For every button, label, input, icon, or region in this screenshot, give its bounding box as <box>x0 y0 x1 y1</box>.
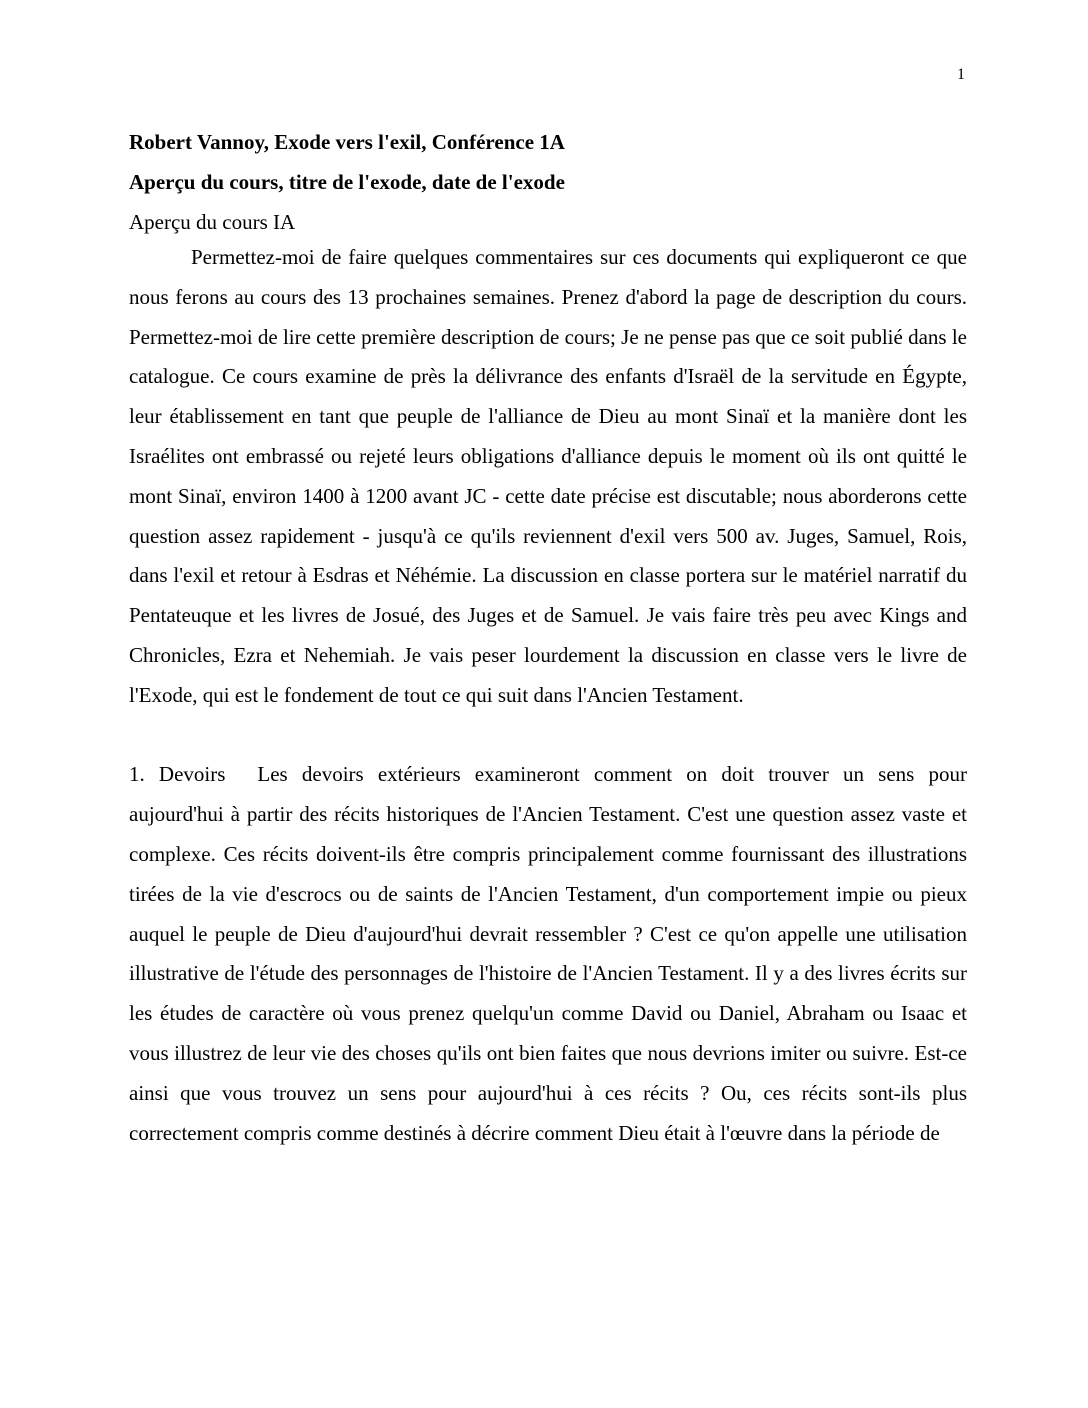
page-number: 1 <box>957 66 965 83</box>
lecture-title: Robert Vannoy, Exode vers l'exil, Conférence 1A <box>129 130 565 154</box>
assignments-label: 1. Devoirs <box>129 762 226 787</box>
section-heading: Aperçu du cours IA <box>129 210 296 234</box>
paragraph-course-description: Permettez-moi de faire quelques commentaires sur ces documents qui expliqueront ce que nous ferons au cours des 13 prochaines semaines. Prenez d'abord la page de description du cours. Permettez-moi de lire cette première description de cours; Je ne pense pas que ce soit publié dans le catalogue. Ce cours examine de près la délivrance des enfants d'Israël de la servitude en Égypte, leur établissement en tant que peuple de l'alliance de Dieu au mont Sinaï et la manière dont les Israélites ont embrassé ou rejeté leurs obligations d'alliance depuis le moment où ils ont quitté le mont Sinaï, environ 1400 à 1200 avant JC - cette date précise est discutable; nous aborderons cette question assez rapidement - jusqu'à ce qu'ils reviennent d'exil vers 500 av. Juges, Samuel, Rois, dans l'exil et retour à Esdras et Néhémie. La discussion en classe portera sur le matériel narratif du Pentateuque et les livres de Josué, des Juges et de Samuel. Je vais faire très peu avec Kings and Chronicles, Ezra et Nehemiah. Je vais peser lourdement la discussion en classe vers le livre de l'Exode, qui est le fondement de tout ce qui suit dans l'Ancien Testament. <box>129 245 967 707</box>
paragraph-assignments <box>129 755 967 1153</box>
assignments-text: Les devoirs extérieurs examineront comment on doit trouver un sens pour aujourd'hui à partir des récits historiques de l'Ancien Testament. C'est une question assez vaste et complexe. Ces récits doivent-ils être compris principalement comme fournissant des illustrations tirées de la vie d'escrocs ou de saints de l'Ancien Testament, d'un comportement impie ou pieux auquel le peuple de Dieu d'aujourd'hui devrait ressembler ? C'est ce qu'on appelle une utilisation illustrative de l'étude des personnages de l'histoire de l'Ancien Testament. Il y a des livres écrits sur les études de caractère où vous prenez quelqu'un comme David ou Daniel, Abraham ou Isaac et vous illustrez de leur vie des choses qu'ils ont bien faites que nous devrions imiter ou suivre. Est-ce ainsi que vous trouvez un sens pour aujourd'hui à ces récits ? Ou, ces récits sont-ils plus correctement compris comme destinés à décrire comment Dieu était à l'œuvre dans la période de <box>129 762 967 1145</box>
lecture-subtitle: Aperçu du cours, titre de l'exode, date de l'exode <box>129 170 565 194</box>
document-body <box>129 124 967 1153</box>
